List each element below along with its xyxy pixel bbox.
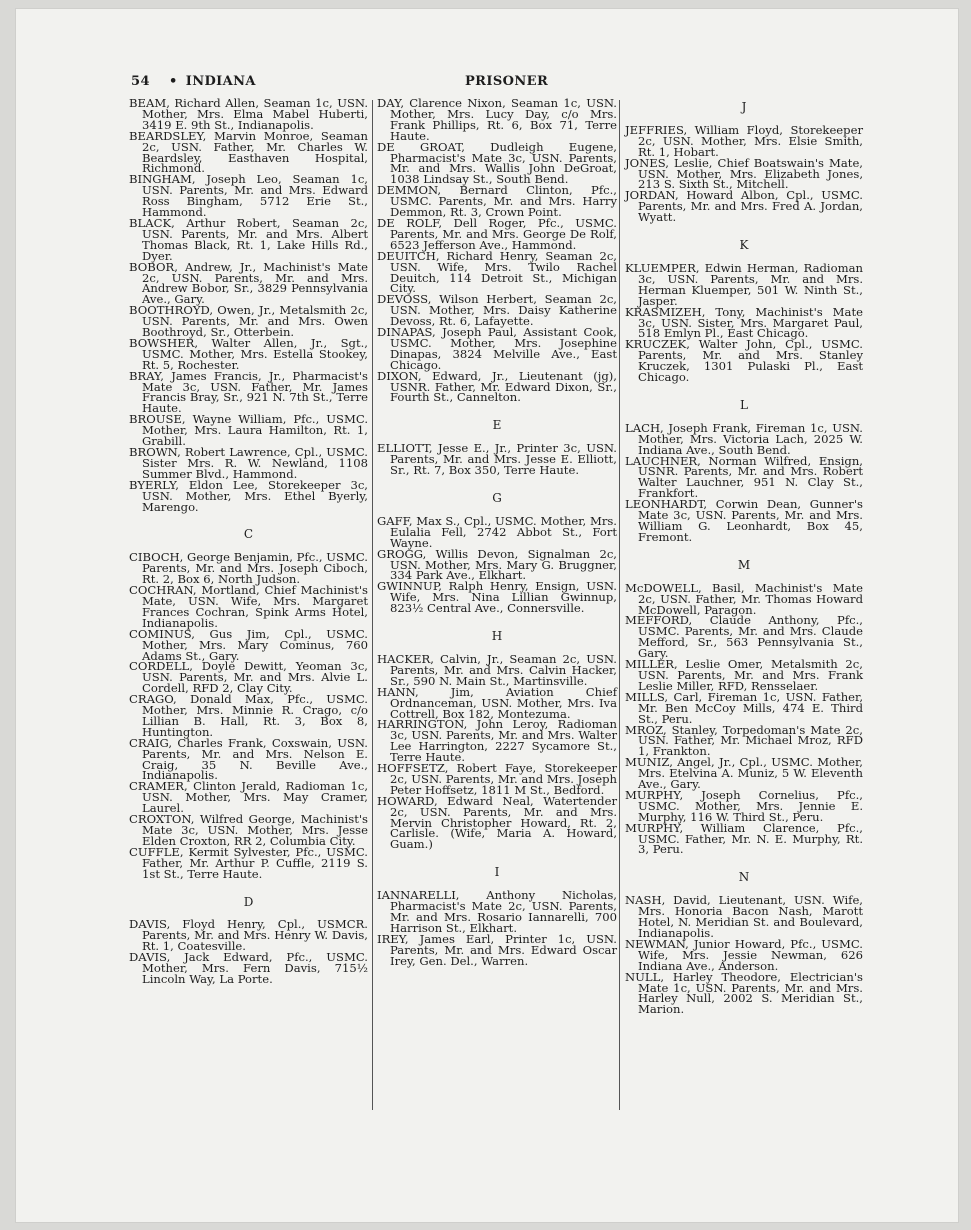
roster-entry: BEARDSLEY, Marvin Monroe, Seaman 2c, USN. Father, Mr. Charles W. Beardsley, Easthaven Hospital, Richmond. xyxy=(129,128,368,176)
roster-entry: MURPHY, William Clarence, Pfc., USMC. Father, Mr. N. E. Murphy, Rt. 3, Peru. xyxy=(625,820,863,857)
roster-entry: NULL, Harley Theodore, Electrician's Mate 1c, USN. Parents, Mr. and Mrs. Harley Null, 2002 S. Meridian St., Marion. xyxy=(625,969,863,1017)
roster-entry: BEAM, Richard Allen, Seaman 1c, USN. Mother, Mrs. Elma Mabel Huberti, 3419 E. 9th St., Indianapolis. xyxy=(129,96,368,132)
column-1 xyxy=(129,98,368,985)
section-letter: N xyxy=(738,870,750,885)
roster-entry: LAUCHNER, Norman Wilfred, Ensign, USNR. Parents, Mr. and Mrs. Robert Walter Lauchner, 951 N. Clay St., Frankfort. xyxy=(625,453,863,501)
page-header xyxy=(131,74,877,94)
roster-entry: DE ROLF, Dell Roger, Pfc., USMC. Parents, Mr. and Mrs. George De Rolf, 6523 Jefferson Ave., Hammond. xyxy=(377,215,617,252)
roster-entry: CRAGO, Donald Max, Pfc., USMC. Mother, Mrs. Minnie R. Crago, c/o Lillian B. Hall, Rt. 3, Box 8, Huntington. xyxy=(129,692,368,739)
roster-entry: KRASMIZEH, Tony, Machinist's Mate 3c, USN. Sister, Mrs. Margaret Paul, 518 Emlyn Pl., East Chicago. xyxy=(625,304,863,341)
roster-entry: KRUCZEK, Walter John, Cpl., USMC. Parents, Mr. and Mrs. Stanley Kruczek, 1301 Pulaski Pl., East Chicago. xyxy=(625,337,863,385)
roster-entry: BROWN, Robert Lawrence, Cpl., USMC. Sister Mrs. R. W. Newland, 1108 Summer Blvd., Hammond. xyxy=(129,445,368,481)
roster-entry: HANN, Jim, Aviation Chief Ordnanceman, USN. Mother, Mrs. Iva Cottrell, Box 182, Montezuma. xyxy=(377,684,617,721)
roster-entry: KLUEMPER, Edwin Herman, Radioman 3c, USN. Parents, Mr. and Mrs. Herman Kluemper, 501 W. Ninth St., Jasper. xyxy=(625,260,863,308)
roster-entry: MURPHY, Joseph Cornelius, Pfc., USMC. Mother, Mrs. Jennie E. Murphy, 116 W. Third St., Peru. xyxy=(625,787,863,824)
roster-entry: GROGG, Willis Devon, Signalman 2c, USN. Mother, Mrs. Mary G. Bruggner, 334 Park Ave., Elkhart. xyxy=(377,546,617,583)
roster-entry: NEWMAN, Junior Howard, Pfc., USMC. Wife, Mrs. Jessie Newman, 626 Indiana Ave., Anderson. xyxy=(625,936,863,973)
column-2 xyxy=(377,98,617,967)
roster-entry: JEFFRIES, William Floyd, Storekeeper 2c, USN. Mother, Mrs. Elsie Smith, Rt. 1, Hobart. xyxy=(625,122,863,159)
roster-entry: JONES, Leslie, Chief Boatswain's Mate, USN. Mother, Mrs. Elizabeth Jones, 213 S. Sixth St., Mitchell. xyxy=(625,155,863,192)
roster-entry: IANNARELLI, Anthony Nicholas, Pharmacist's Mate 2c, USN. Parents, Mr. and Mrs. Rosario Iannarelli, 700 Harrison St., Elkhart. xyxy=(377,888,617,935)
roster-entry: HOFFSETZ, Robert Faye, Storekeeper 2c, USN. Parents, Mr. and Mrs. Joseph Peter Hoffsetz, 1811 M St., Bedford. xyxy=(377,761,617,797)
roster-entry: BROUSE, Wayne William, Pfc., USMC. Mother, Mrs. Laura Hamilton, Rt. 1, Grabill. xyxy=(129,412,368,449)
roster-entry: BOWSHER, Walter Allen, Jr., Sgt., USMC. Mother, Mrs. Estella Stookey, Rt. 5, Rochester. xyxy=(129,335,368,372)
roster-entry: LEONHARDT, Corwin Dean, Gunner's Mate 3c, USN. Parents, Mr. and Mrs. William G. Leonhardt, Box 45, Fremont. xyxy=(625,497,863,544)
roster-entry: DEUITCH, Richard Henry, Seaman 2c, USN. Wife, Mrs. Twilo Rachel Deuitch, 114 Detroit St., Michigan City. xyxy=(377,248,617,296)
roster-entry: DE GROAT, Dudleigh Eugene, Pharmacist's Mate 3c, USN. Parents, Mr. and Mrs. Wallis John DeGroat, 1038 Lindsay St., South Bend. xyxy=(377,139,617,187)
roster-entry: CIBOCH, George Benjamin, Pfc., USMC. Parents, Mr. and Mrs. Joseph Ciboch, Rt. 2, Box 6, North Judson. xyxy=(129,550,368,587)
roster-entry: GAFF, Max S., Cpl., USMC. Mother, Mrs. Eulalia Fell, 2742 Abbot St., Fort Wayne. xyxy=(377,513,617,550)
section-letter: M xyxy=(737,557,751,572)
roster-entry: DAY, Clarence Nixon, Seaman 1c, USN. Mother, Mrs. Lucy Day, c/o Mrs. Frank Phillips, Rt. 6, Box 71, Terre Haute. xyxy=(377,96,617,143)
column-divider xyxy=(372,100,373,1110)
roster-entry: DAVIS, Jack Edward, Pfc., USMC. Mother, Mrs. Fern Davis, 715½ Lincoln Way, La Porte. xyxy=(129,950,368,986)
roster-entry: DINAPAS, Joseph Paul, Assistant Cook, USMC. Mother, Mrs. Josephine Dinapas, 3824 Melville Ave., East Chicago. xyxy=(377,325,617,372)
roster-entry: MUNIZ, Angel, Jr., Cpl., USMC. Mother, Mrs. Etelvina A. Muniz, 5 W. Eleventh Ave., Gary. xyxy=(625,755,863,792)
section-letter: I xyxy=(494,865,500,880)
column-divider xyxy=(619,100,620,1110)
roster-entry: COMINUS, Gus Jim, Cpl., USMC. Mother, Mrs. Mary Cominus, 760 Adams St., Gary. xyxy=(129,626,368,663)
roster-entry: HOWARD, Edward Neal, Watertender 2c, USN. Parents, Mr. and Mrs. Mervin Christopher Howard, Rt. 2, Carlisle. (Wife, Maria A. Howard, Guam.) xyxy=(377,793,617,852)
roster-entry: COCHRAN, Mortland, Chief Machinist's Mate, USN. Wife, Mrs. Margaret Frances Cochran, Spink Arms Hotel, Indianapolis. xyxy=(129,583,368,630)
roster-entry: MILLS, Carl, Fireman 1c, USN. Father, Mr. Ben McCoy Mills, 474 E. Third St., Peru. xyxy=(625,689,863,726)
page-title: PRISONER xyxy=(465,74,549,89)
roster-entry: CRAMER, Clinton Jerald, Radioman 1c, USN. Mother, Mrs. May Cramer, Laurel. xyxy=(129,779,368,816)
roster-entry: BOBOR, Andrew, Jr., Machinist's Mate 2c, USN. Parents, Mr. and Mrs. Andrew Bobor, Sr., 3829 Pennsylvania Ave., Gary. xyxy=(129,259,368,307)
roster-entry: BRAY, James Francis, Jr., Pharmacist's Mate 3c, USN. Father, Mr. James Francis Bray, Sr., 921 N. 7th St., Terre Haute. xyxy=(129,368,368,416)
roster-entry: NASH, David, Lieutenant, USN. Wife, Mrs. Honoria Bacon Nash, Marott Hotel, N. Meridian St. and Boulevard, Indianapolis. xyxy=(625,893,863,940)
roster-entry: MILLER, Leslie Omer, Metalsmith 2c, USN. Parents, Mr. and Mrs. Frank Leslie Miller, RFD, Rensselaer. xyxy=(625,657,863,693)
roster-entry: GWINNUP, Ralph Henry, Ensign, USN. Wife, Mrs. Nina Lillian Gwinnup, 823½ Central Ave., Connersville. xyxy=(377,579,617,616)
roster-entry: BINGHAM, Joseph Leo, Seaman 1c, USN. Parents, Mr. and Mrs. Edward Ross Bingham, 5712 Erie St., Hammond. xyxy=(129,172,368,220)
roster-entry: LACH, Joseph Frank, Fireman 1c, USN. Mother, Mrs. Victoria Lach, 2025 W. Indiana Ave., South Bend. xyxy=(625,420,863,457)
roster-entry: DEVOSS, Wilson Herbert, Seaman 2c, USN. Mother, Mrs. Daisy Katherine Devoss, Rt. 6, Lafayette. xyxy=(377,292,617,329)
roster-entry: CORDELL, Doyle Dewitt, Yeoman 3c, USN. Parents, Mr. and Mrs. Alvie L. Cordell, RFD 2, Clay City. xyxy=(129,659,368,696)
section-letter: G xyxy=(492,491,502,505)
roster-entry: CUFFLE, Kermit Sylvester, Pfc., USMC. Father, Mr. Arthur P. Cuffle, 2119 S. 1st St., Terre Haute. xyxy=(129,844,368,881)
roster-entry: CRAIG, Charles Frank, Coxswain, USN. Parents, Mr. and Mrs. Nelson E. Craig, 35 N. Beville Ave., Indianapolis. xyxy=(129,735,368,783)
roster-entry: JORDAN, Howard Albon, Cpl., USMC. Parents, Mr. and Mrs. Fred A. Jordan, Wyatt. xyxy=(625,188,863,225)
state-name: • INDIANA xyxy=(169,74,256,89)
roster-entry: DEMMON, Bernard Clinton, Pfc., USMC. Parents, Mr. and Mrs. Harry Demmon, Rt. 3, Crown Point. xyxy=(377,183,617,220)
roster-entry: BYERLY, Eldon Lee, Storekeeper 3c, USN. Mother, Mrs. Ethel Byerly, Marengo. xyxy=(129,477,368,514)
section-letter: D xyxy=(243,894,254,909)
roster-entry: MEFFORD, Claude Anthony, Pfc., USMC. Parents, Mr. and Mrs. Claude Mefford, Sr., 563 Pennsylvania St., Gary. xyxy=(625,613,863,661)
roster-entry: BLACK, Arthur Robert, Seaman 2c, USN. Parents, Mr. and Mrs. Albert Thomas Black, Rt. 1, Lake Hills Rd., Dyer. xyxy=(129,215,368,263)
column-3 xyxy=(625,98,863,1015)
roster-entry: DAVIS, Floyd Henry, Cpl., USMCR. Parents, Mr. and Mrs. Henry W. Davis, Rt. 1, Coatesville. xyxy=(129,917,368,954)
section-letter: H xyxy=(491,629,503,644)
section-letter: K xyxy=(739,238,749,253)
section-letter: E xyxy=(492,418,502,433)
document-page xyxy=(15,8,959,1223)
section-letter: C xyxy=(243,527,254,542)
section-letter: J xyxy=(741,100,747,114)
roster-entry: IREY, James Earl, Printer 1c, USN. Parents, Mr. and Mrs. Edward Oscar Irey, Gen. Del., Warren. xyxy=(377,931,617,968)
roster-entry: BOOTHROYD, Owen, Jr., Metalsmith 2c, USN. Parents, Mr. and Mrs. Owen Boothroyd, Sr., Otterbein. xyxy=(129,303,368,340)
roster-entry: DIXON, Edward, Jr., Lieutenant (jg), USNR. Father, Mr. Edward Dixon, Sr., Fourth St., Cannelton. xyxy=(377,368,617,405)
roster-entry: ELLIOTT, Jesse E., Jr., Printer 3c, USN. Parents, Mr. and Mrs. Jesse E. Elliott, Sr., Rt. 7, Box 350, Terre Haute. xyxy=(377,441,617,478)
roster-entry: MROZ, Stanley, Torpedoman's Mate 2c, USN. Father, Mr. Michael Mroz, RFD 1, Frankton. xyxy=(625,722,863,759)
roster-entry: McDOWELL, Basil, Machinist's Mate 2c, USN. Father, Mr. Thomas Howard McDowell, Paragon. xyxy=(625,580,863,617)
roster-entry: HARRINGTON, John Leroy, Radioman 3c, USN. Parents, Mr. and Mrs. Walter Lee Harrington, 2227 Sycamore St., Terre Haute. xyxy=(377,717,617,765)
roster-entry: CROXTON, Wilfred George, Machinist's Mate 3c, USN. Mother, Mrs. Jesse Elden Croxton, RR 2, Columbia City. xyxy=(129,812,368,848)
section-letter: L xyxy=(740,397,748,412)
roster-entry: HACKER, Calvin, Jr., Seaman 2c, USN. Parents, Mr. and Mrs. Calvin Hacker, Sr., 590 N. Main St., Martinsville. xyxy=(377,651,617,688)
page-number: 54 xyxy=(131,74,150,89)
